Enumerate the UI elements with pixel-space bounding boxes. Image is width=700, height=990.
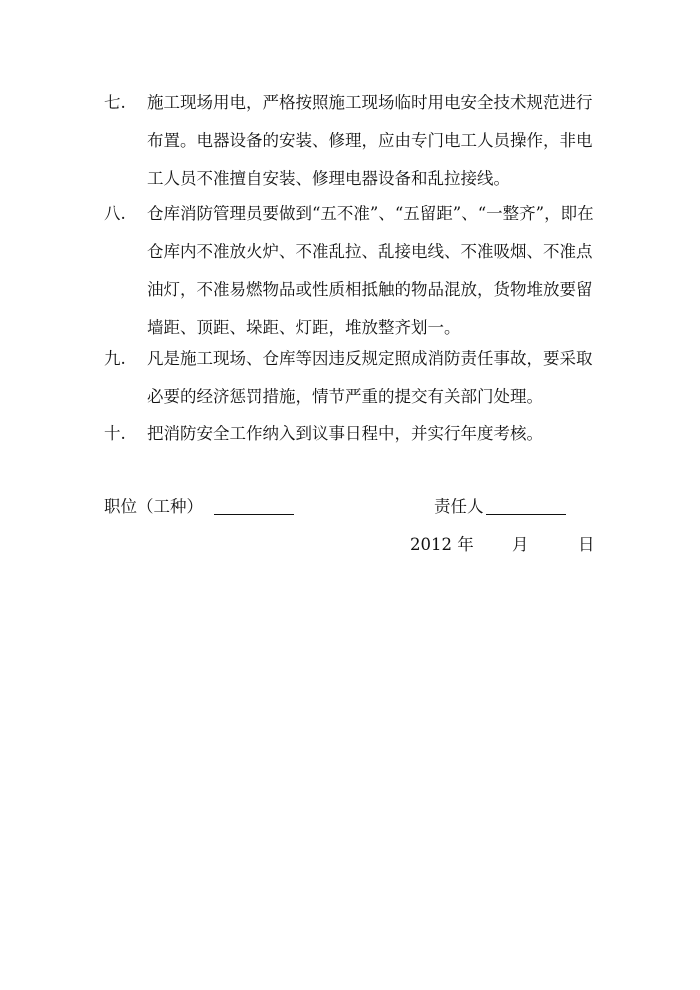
clause-line: 油灯，不准易燃物品或性质相抵触的物品混放，货物堆放要留 — [147, 280, 593, 299]
clause-number: 十. — [104, 424, 126, 443]
clause-line: 把消防安全工作纳入到议事日程中，并实行年度考核。 — [147, 424, 543, 443]
clause-line: 凡是施工现场、仓库等因违反规定照成消防责任事故，要采取 — [147, 349, 593, 368]
position-blank[interactable] — [214, 514, 294, 515]
position-label: 职位（工种） — [104, 497, 203, 516]
date-year: 2012 年 — [410, 535, 474, 554]
clause-number: 八. — [104, 204, 126, 223]
clause-line: 工人员不准擅自安装、修理电器设备和乱拉接线。 — [147, 169, 510, 188]
clause-line: 仓库内不准放火炉、不准乱拉、乱接电线、不准吸烟、不准点 — [147, 242, 593, 261]
clause-line: 必要的经济惩罚措施，情节严重的提交有关部门处理。 — [147, 387, 543, 406]
date-month: 月 — [512, 535, 529, 554]
responsible-blank[interactable] — [486, 514, 566, 515]
clause-number: 九. — [104, 349, 126, 368]
clause-line: 墙距、顶距、垛距、灯距，堆放整齐划一。 — [147, 318, 461, 337]
responsible-label: 责任人 — [434, 497, 484, 516]
clause-line: 仓库消防管理员要做到“五不准”、“五留距”、“一整齐”，即在 — [147, 204, 594, 223]
clause-line: 布置。电器设备的安装、修理，应由专门电工人员操作，非电 — [147, 131, 593, 150]
date-day: 日 — [578, 535, 595, 554]
clause-number: 七. — [104, 93, 126, 112]
clause-line: 施工现场用电，严格按照施工现场临时用电安全技术规范进行 — [147, 93, 593, 112]
